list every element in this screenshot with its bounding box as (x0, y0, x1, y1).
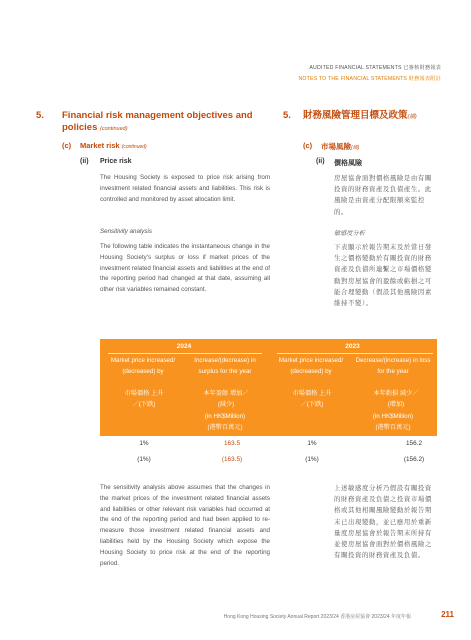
row1-pct-2023: 1% (307, 440, 317, 447)
footer-text: Hong Kong Housing Society Annual Report 2023/24 香港房屋協會 2023/24 年度年報 (223, 614, 411, 620)
sensitivity-heading-zh: 敏感度分析 (334, 230, 365, 237)
section-number-zh: 5. (283, 110, 291, 121)
row1-val-2024: 163.5 (224, 440, 240, 447)
col-header-surplus-2024-zh: 本年盈餘 增加／(減少) (203, 390, 249, 408)
row2-val-2023: (156.2) (403, 456, 425, 463)
item-label: (ii) (80, 158, 89, 165)
unit-2023: (in HK$Million) (352, 412, 434, 423)
section-title-zh: 財務風險管理目標及政策(續) (303, 110, 417, 121)
col-header-loss-2023: Decrease/(increase) in loss for the year (355, 357, 431, 375)
page-number: 211 (441, 610, 454, 619)
sensitivity-paragraph-zh: 下表顯示於報告期末及於當日發生之價格變動於有關投資的財務資產及負債所連繫之市場價格變動對房屋協會的盈餘或虧損之可能合理變動（假設其他風險因素維持不變）。 (334, 244, 432, 308)
unit-2024-zh: (港幣百萬元) (207, 424, 243, 431)
col-header-price-2023-zh: 市場價格 上升／(下跌) (292, 390, 332, 408)
row1-pct-2024: 1% (139, 440, 149, 447)
table-year-2024: 2024 (176, 343, 192, 350)
row2-pct-2023: (1%) (305, 456, 319, 463)
subsection-title: Market risk (continued) (80, 141, 147, 150)
section-title-line1: Financial risk management objectives and (62, 110, 253, 121)
item-title-zh: 價格風險 (334, 160, 362, 167)
table-year-2023: 2023 (345, 343, 360, 350)
table-rule-2024 (108, 353, 262, 354)
price-risk-paragraph: The Housing Society is exposed to price risk arising from investment related financial assets and liabilities. This risk is controlled and monitored by asset allocation limit. (100, 174, 270, 203)
closing-paragraph-zh: 上述敏感度分析乃假設有關投資的財務資產及負債之投資市場價格或其他相關風險變動於報告期末已出現變動，並已應用於重新量度房屋協會於報告期末所持有並使房屋協會面對於價格風險之有關投資的財務資產及負債。 (334, 485, 432, 560)
unit-2024: (in HK$Million) (186, 412, 264, 423)
row2-val-2024: (163.5) (221, 456, 243, 463)
section-title (62, 110, 262, 135)
running-header: AUDITED FINANCIAL STATEMENTS 已審核財務報表 (309, 65, 441, 71)
subsection-label: (c) (62, 141, 72, 150)
running-subheader: NOTES TO THE FINANCIAL STATEMENTS 財務報表附註 (298, 76, 441, 82)
item-label-zh: (ii) (316, 158, 325, 165)
col-header-price-2024-zh: 市場價格 上升／(下跌) (124, 390, 164, 408)
col-header-price-2024: Market price increased/ (decreased) by (110, 357, 176, 375)
item-title: Price risk (100, 158, 132, 165)
section-continued: (continued) (100, 126, 128, 132)
col-header-price-2023: Market price increased/ (decreased) by (278, 357, 344, 375)
subsection-label-zh: (c) (303, 141, 313, 150)
price-risk-paragraph-zh: 房屋協會面對價格風險是由有關投資的財務資產及負債產生。此風險是由資產分配限額來監控的。 (334, 175, 432, 216)
sensitivity-paragraph: The following table indicates the instantaneous change in the Housing Society's surplus or loss if market prices of the investment related financial assets and liabilities at the end of the reporting period had changed at that date, assuming all other risk variables remained constant. (100, 243, 270, 294)
col-header-loss-2023-zh: 本年虧損 減少／(增加) (373, 390, 419, 408)
closing-paragraph: The sensitivity analysis above assumes that the changes in the market prices of the investment related financial assets and liabilities or other relevant risk variables had occurred at the end of the reporting period and had been applied to re-measure those investment related financial assets and liabilities held by the Housing Society which expose the Housing Society to price risk at the end of the reporting period. (100, 484, 270, 567)
row1-val-2023: 156.2 (406, 440, 422, 447)
sensitivity-heading: Sensitivity analysis (100, 228, 152, 235)
col-header-surplus-2024: Increase/(decrease) in surplus for the year (194, 357, 256, 375)
row2-pct-2024: (1%) (137, 456, 151, 463)
table-rule-2023 (277, 353, 433, 354)
unit-2023-zh: (港幣百萬元) (375, 424, 411, 431)
section-number: 5. (36, 110, 44, 121)
subsection-title-zh: 市場風險(續) (321, 142, 360, 151)
section-title-line2: policies (continued) (62, 122, 128, 133)
